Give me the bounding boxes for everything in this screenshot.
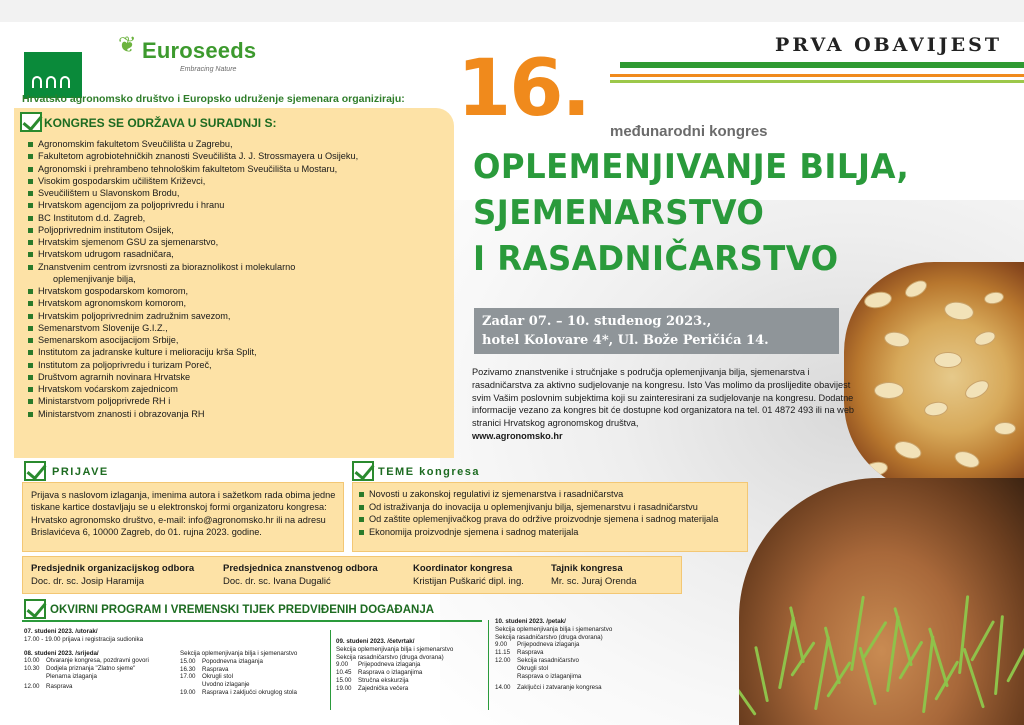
organizer-line: Hrvatsko agronomsko društvo i Europsko udruženje sjemenara organiziraju: <box>22 93 405 105</box>
committee-member <box>31 563 194 587</box>
list-item: Institutom za jadranske kulture i melioraciju krša Split, <box>28 346 358 358</box>
program-event: Sekcija rasadničarstvo (druga dvorana) <box>495 633 603 641</box>
sprout-shape <box>922 635 934 713</box>
venue-band <box>474 308 839 354</box>
program-day: 08. studeni 2023. /srijeda/ <box>24 649 99 657</box>
program-row <box>495 649 612 657</box>
program-row <box>180 681 297 689</box>
prva-obavijest-banner <box>620 30 1024 60</box>
list-item: Agronomskim fakultetom Sveučilišta u Zagrebu, <box>28 138 358 150</box>
committee-name: Mr. sc. Juraj Orenda <box>551 576 637 587</box>
title-line-2: SJEMENARSTVO <box>473 193 765 233</box>
program-event: Prijepodneva izlaganja <box>517 641 580 649</box>
committee-box <box>22 556 682 594</box>
teme-box <box>352 482 748 552</box>
list-item: Agronomski i prehrambeno tehnološkim fakultetom Sveučilišta u Mostaru, <box>28 163 358 175</box>
program-row <box>495 634 612 642</box>
program-row <box>24 683 149 691</box>
prijave-text: Prijava s naslovom izlaganja, imenima autora i sažetkom rada obima jedne tiskane kartice dostavljaju se u elektronskoj formi organizatoru kongresa: Hrvatsko agronomsko društvo, e-mail: info@agronomsko.hr ili na adresu Brislavićeva 6, 10000 Zagreb, do 01. rujna 2023. godine. <box>31 490 336 537</box>
checkmark-icon <box>20 112 42 132</box>
program-column-1 <box>24 628 149 691</box>
committee-role: Tajnik kongresa <box>551 563 623 574</box>
program-event: Zajednička večera <box>358 684 409 692</box>
seed-shape <box>883 330 911 349</box>
intro-paragraph <box>472 366 857 443</box>
seed-shape <box>952 448 982 471</box>
suradnja-box <box>14 108 454 458</box>
list-item: Ministarstvom poljoprivrede RH i <box>28 395 358 407</box>
leaf-icon: ❦ <box>118 32 137 57</box>
program-event: Rasprava <box>46 682 73 690</box>
sprout-shape <box>778 616 795 689</box>
euroseeds-logo <box>118 30 268 80</box>
list-item: Ekonomija proizvodnje sjemena i sadnog materijala <box>359 526 718 539</box>
sprout-shape <box>754 646 769 702</box>
program-time: 9.00 <box>336 661 349 669</box>
program-time: 12.00 <box>495 656 511 664</box>
program-time: 9.00 <box>495 641 508 649</box>
list-item: Semenarstvom Slovenije G.I.Z., <box>28 322 358 334</box>
checkmark-icon <box>352 461 374 481</box>
committee-role: Koordinator kongresa <box>413 563 513 574</box>
venue-address: hotel Kolovare 4*, Ul. Bože Peričića 14. <box>482 333 769 348</box>
program-row <box>495 657 612 665</box>
top-grey-bar <box>0 0 1024 22</box>
teme-heading: TEME kongresa <box>378 466 481 478</box>
suradnja-heading: KONGRES SE ODRŽAVA U SURADNJI S: <box>44 116 277 130</box>
program-row <box>495 665 612 673</box>
program-time: 17.00 <box>180 673 196 681</box>
program-column-4 <box>495 618 612 692</box>
program-event: Rasprava i zaključci okruglog stola <box>202 688 297 696</box>
list-item: Hrvatskim poljoprivrednim zadružnim savezom, <box>28 310 358 322</box>
program-event: Plenarna izlaganja <box>46 672 97 680</box>
program-row <box>180 666 297 674</box>
program-row <box>180 689 297 697</box>
program-row <box>24 665 149 673</box>
program-time: 10.45 <box>336 669 352 677</box>
checkmark-icon <box>24 461 46 481</box>
list-item: Hrvatskom agencijom za poljoprivredu i hranu <box>28 199 358 211</box>
title-line-3: I RASADNIČARSTVO <box>473 239 839 279</box>
committee-role: Predsjednica znanstvenog odbora <box>223 563 378 574</box>
program-event: Okrugli stol <box>517 664 548 672</box>
program-time: 10.30 <box>24 665 40 673</box>
congress-subtitle: međunarodni kongres <box>610 123 768 140</box>
list-item: Od zaštite oplemenjivačkog prava do održive proizvodnje sjemena i sadnog materijala <box>359 513 718 526</box>
euroseeds-name: Euroseeds <box>142 38 257 63</box>
seed-shape <box>972 329 997 349</box>
list-item: Hrvatskim sjemenom GSU za sjemenarstvo, <box>28 236 358 248</box>
prijave-heading: PRIJAVE <box>52 466 109 478</box>
list-item: Poljoprivrednim institutom Osijek, <box>28 224 358 236</box>
program-row <box>180 650 297 658</box>
committee-name: Doc. dr. sc. Josip Haramija <box>31 576 144 587</box>
program-event: Stručna ekskurzija <box>358 676 409 684</box>
teme-list <box>359 488 718 538</box>
program-time: 12.00 <box>24 682 40 690</box>
seed-shape <box>874 382 904 399</box>
program-rule <box>22 620 482 622</box>
program-event: Sekcija oplemenjivanja bilja i sjemenarstvo <box>336 645 454 653</box>
green-stripe <box>610 80 1024 83</box>
program-time: 10.00 <box>24 657 40 665</box>
seed-shape <box>892 438 924 463</box>
program-row <box>495 673 612 681</box>
suradnja-list <box>28 138 358 420</box>
program-event: prijava i registracija sudionika <box>62 635 144 643</box>
program-row <box>336 669 453 677</box>
program-row <box>24 657 149 665</box>
seed-shape <box>983 290 1005 305</box>
hdd-logo <box>24 52 82 98</box>
list-item: Semenarskom asocijacijom Srbije, <box>28 334 358 346</box>
venue-date: Zadar 07. – 10. studenog 2023., <box>482 314 712 329</box>
program-event: Dodjela priznanja "Zlatno sjeme" <box>46 665 136 673</box>
committee-role: Predsjednik organizacijskog odbora <box>31 563 195 574</box>
program-event: Uvodno izlaganje <box>202 681 250 689</box>
intro-text: Pozivamo znanstvenike i stručnjake s područja oplemenjivanja bilja, sjemenarstva i rasadničarstva za aktivno sudjelovanje na kongresu. Isto Vas molimo da proslijedite obavijest svim Vašim poslovnim subjektima koji su zainteresirani za sudjelovanje na kongresu. Dodatne informacije vezano za kongres bit će dostupne kod organizatora na tel. 01 4872 493 ili na web stranici Hrvatskog agronomskog društva, <box>472 367 855 429</box>
program-day: 07. studeni 2023. /utorak/ <box>24 628 98 635</box>
sprout-shape <box>859 647 877 706</box>
seed-shape <box>923 400 949 418</box>
euroseeds-tagline: Embracing Nature <box>180 66 237 73</box>
program-time: 15.00 <box>336 676 352 684</box>
program-row <box>495 626 612 634</box>
list-item: Znanstvenim centrom izvrsnosti za bioraznolikost i molekularno <box>28 261 358 273</box>
program-divider <box>330 630 331 710</box>
program-day: 10. studeni 2023. /petak/ <box>495 618 566 625</box>
seed-shape <box>934 352 962 368</box>
list-item: Hrvatskom voćarskom zajednicom <box>28 383 358 395</box>
seed-shape <box>943 300 976 323</box>
seed-shape <box>902 277 930 301</box>
list-item: Društvom agrarnih novinara Hrvatske <box>28 371 358 383</box>
sprout-shape <box>970 620 995 662</box>
prijave-box <box>22 482 344 552</box>
program-row <box>24 673 149 681</box>
program-row <box>336 677 453 685</box>
program-event: Sekcija rasadničarstvo (druga dvorana) <box>336 653 444 661</box>
program-divider <box>488 620 489 710</box>
program-row <box>336 685 453 693</box>
program-event: Sekcija rasadničarstvo <box>517 656 579 664</box>
orange-stripe <box>610 74 1024 77</box>
sprout-shape <box>862 621 887 659</box>
prva-obavijest-text: PRVA OBAVIJEST <box>775 34 1002 56</box>
program-row <box>180 673 297 681</box>
program-day: 09. studeni 2023. /četvrtak/ <box>336 638 415 645</box>
program-row <box>336 654 453 662</box>
program-event: Rasprava <box>517 649 544 657</box>
program-event: Sekcija oplemenjivanja bilja i sjemenarstvo <box>495 625 613 633</box>
program-time: 17.00 - 19.00 <box>24 635 61 643</box>
list-item: Hrvatskom agronomskom komorom, <box>28 297 358 309</box>
list-item: Ministarstvom znanosti i obrazovanja RH <box>28 408 358 420</box>
program-row <box>336 646 453 654</box>
sprout-shape <box>814 636 830 710</box>
sprout-shape <box>1006 640 1024 683</box>
program-heading: OKVIRNI PROGRAM I VREMENSKI TIJEK PREDVIĐENIH DOGAĐANJA <box>50 604 435 616</box>
program-row <box>495 641 612 649</box>
list-item: Novosti u zakonskoj regulativi iz sjemenarstva i rasadničarstva <box>359 488 718 501</box>
sprout-shape <box>739 681 757 715</box>
program-event: Sekcija oplemenjivanja bilja i sjemenarstvo <box>180 650 298 657</box>
program-time: 19.00 <box>180 688 196 696</box>
seeds-photo <box>844 262 1024 492</box>
list-item: Institutom za poljoprivredu i turizam Poreč, <box>28 359 358 371</box>
program-event: Rasprava o izlaganjima <box>517 672 582 680</box>
program-row <box>24 636 149 644</box>
program-column-2 <box>180 650 297 697</box>
program-time: 19.00 <box>336 684 352 692</box>
program-time: 15.00 <box>180 657 196 665</box>
green-rule <box>620 62 1024 68</box>
list-item: oplemenjivanje bilja, <box>53 273 136 284</box>
list-item: Sveučilištem u Slavonskom Brodu, <box>28 187 358 199</box>
committee-name: Kristijan Puškarić dipl. ing. <box>413 576 524 587</box>
program-event: Otvaranje kongresa, pozdravni govori <box>46 657 149 665</box>
program-row <box>495 684 612 692</box>
seed-shape <box>994 422 1016 435</box>
committee-name: Doc. dr. sc. Ivana Dugalić <box>223 576 331 587</box>
program-event: Rasprava o izlaganjima <box>358 669 423 677</box>
congress-number: 16. <box>457 44 590 134</box>
list-item: Od istraživanja do inovacija u oplemenjivanju bilja, sjemenarstvu i rasadničarstvu <box>359 501 718 514</box>
seed-shape <box>863 290 893 311</box>
sprout-shape <box>886 616 900 693</box>
committee-member <box>223 563 378 587</box>
committee-member <box>551 563 637 587</box>
list-item: Fakultetom agrobiotehničkih znanosti Sveučilišta J. J. Strossmayera u Osijeku, <box>28 150 358 162</box>
title-line-1: OPLEMENJIVANJE BILJA, <box>473 147 910 187</box>
committee-member <box>413 563 524 587</box>
program-event: Zaključci i zatvaranje kongresa <box>517 684 602 692</box>
program-time: 11.15 <box>495 649 511 657</box>
program-event: Rasprava <box>202 665 229 673</box>
program-column-3 <box>336 638 453 693</box>
program-event: Prijepodneva izlaganja <box>358 661 421 669</box>
checkmark-icon <box>24 599 46 619</box>
program-row <box>180 658 297 666</box>
list-item: BC Institutom d.d. Zagreb, <box>28 212 358 224</box>
program-time: 14.00 <box>495 684 511 692</box>
program-row <box>336 661 453 669</box>
seed-shape <box>962 377 992 403</box>
program-event: Okrugli stol <box>202 673 233 681</box>
website-link[interactable]: www.agronomsko.hr <box>472 430 563 441</box>
program-event: Popodnevna izlaganja <box>202 657 263 665</box>
program-time: 16.30 <box>180 665 196 673</box>
list-item: Visokim gospodarskim učilištem Križevci, <box>28 175 358 187</box>
list-item: Hrvatskom gospodarskom komorom, <box>28 285 358 297</box>
sprout-shape <box>994 615 1004 695</box>
list-item: Hrvatskom udrugom rasadničara, <box>28 248 358 260</box>
